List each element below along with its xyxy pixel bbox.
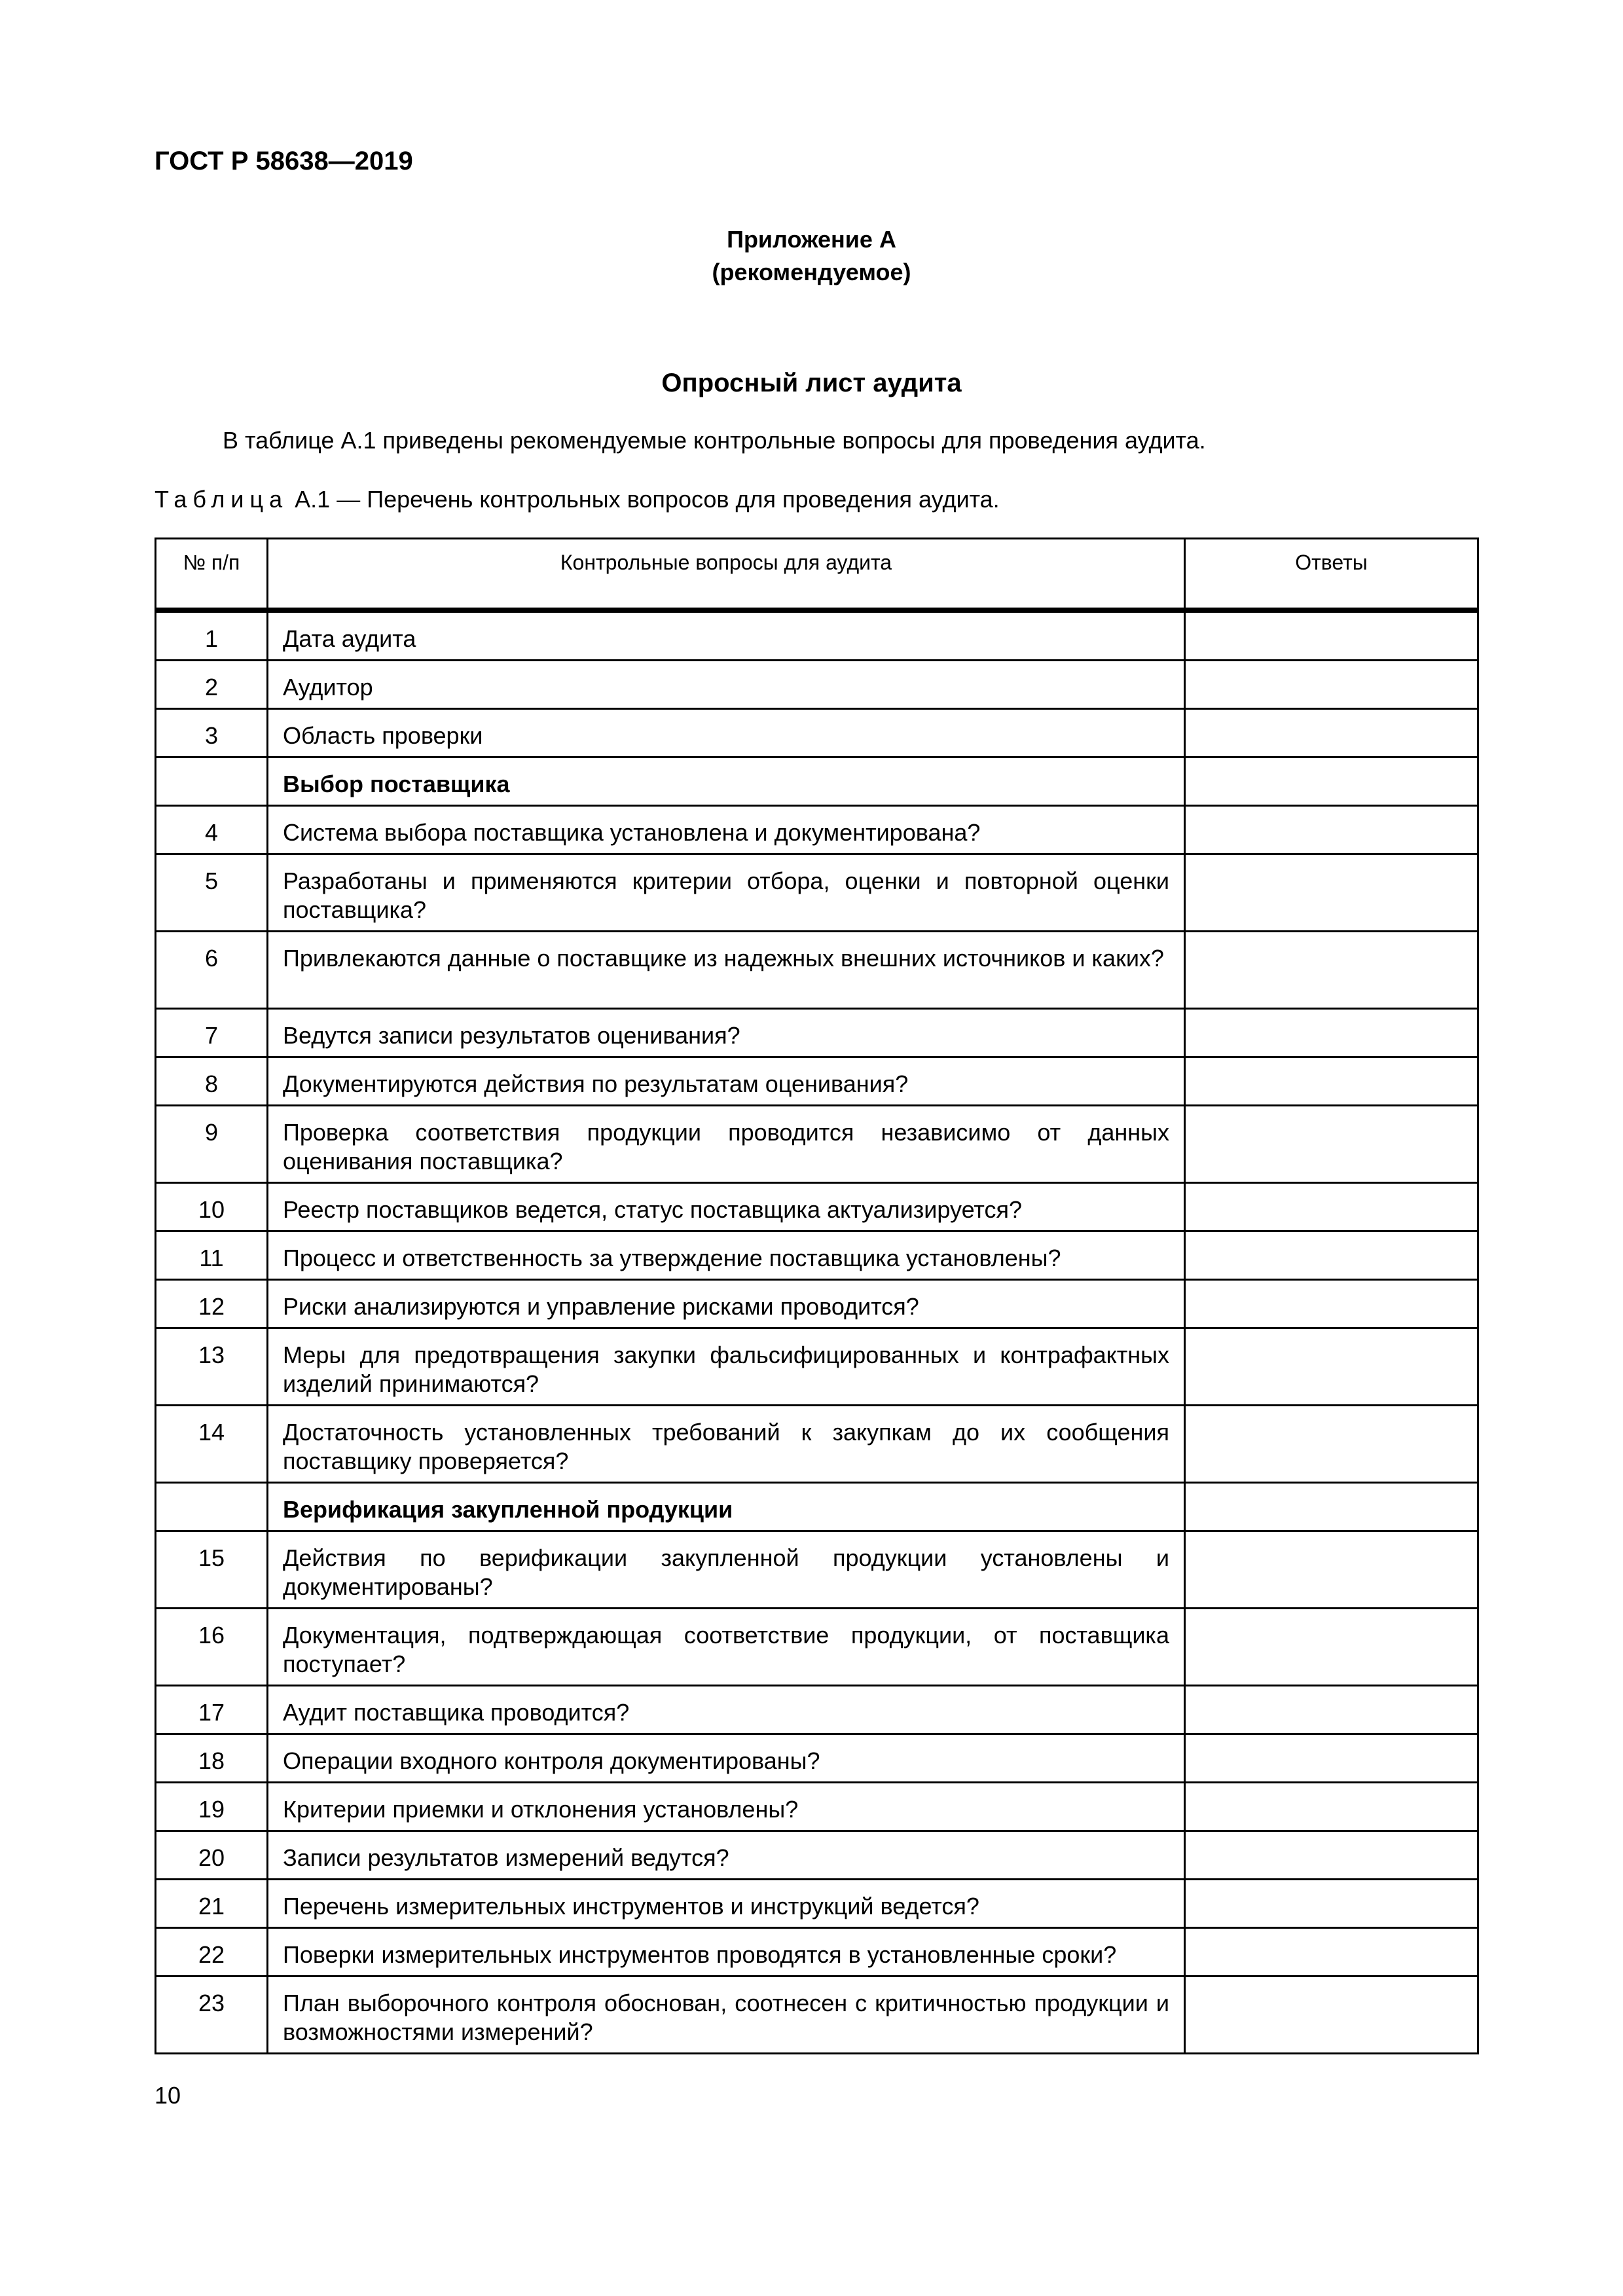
answer-cell[interactable] [1185,1783,1478,1831]
answer-cell[interactable] [1185,1686,1478,1734]
question-text: Ведутся записи результатов оценивания? [268,1009,1185,1057]
answer-cell[interactable] [1185,1009,1478,1057]
standard-designation: ГОСТ Р 58638—2019 [155,147,413,175]
question-text: Реестр поставщиков ведется, статус поставщика актуализируется? [268,1183,1185,1231]
table-row [156,1880,1478,1928]
table-row [156,1231,1478,1280]
question-text: Меры для предотвращения закупки фальсифицированных и контрафактных изделий принимаются? [268,1328,1185,1406]
row-number: 3 [156,709,268,757]
answer-cell[interactable] [1185,1106,1478,1183]
header-num: № п/п [156,539,268,611]
question-text: Поверки измерительных инструментов проводятся в установленные сроки? [268,1928,1185,1977]
row-number: 7 [156,1009,268,1057]
table-row [156,1406,1478,1483]
answer-cell[interactable] [1185,1057,1478,1106]
table-row [156,854,1478,932]
audit-questions-table [155,538,1479,2054]
question-text: Процесс и ответственность за утверждение поставщика установлены? [268,1231,1185,1280]
row-number: 19 [156,1783,268,1831]
question-text: Действия по верификации закупленной продукции установлены и документированы? [268,1531,1185,1609]
question-text: План выборочного контроля обоснован, соотнесен с критичностью продукции и возможностями измерений? [268,1977,1185,2054]
table-row [156,1009,1478,1057]
table-row [156,1531,1478,1609]
appendix-subtitle: (рекомендуемое) [712,259,911,285]
answer-cell[interactable] [1185,1328,1478,1406]
answer-cell[interactable] [1185,610,1478,661]
row-number: 11 [156,1231,268,1280]
row-number: 6 [156,932,268,1009]
answer-cell[interactable] [1185,709,1478,757]
answer-cell[interactable] [1185,1880,1478,1928]
row-number: 22 [156,1928,268,1977]
row-number: 2 [156,661,268,709]
row-number: 17 [156,1686,268,1734]
answer-cell[interactable] [1185,806,1478,854]
answer-cell[interactable] [1185,932,1478,1009]
row-number: 8 [156,1057,268,1106]
table-row [156,1609,1478,1686]
table-row [156,709,1478,757]
question-text: Записи результатов измерений ведутся? [268,1831,1185,1880]
answer-cell[interactable] [1185,1928,1478,1977]
answer-cell[interactable] [1185,1483,1478,1531]
table-row [156,1928,1478,1977]
table-caption-label: Таблица [155,486,289,513]
answer-cell[interactable] [1185,757,1478,806]
row-number: 9 [156,1106,268,1183]
row-number: 1 [156,610,268,661]
question-text: Документируются действия по результатам оценивания? [268,1057,1185,1106]
row-number [156,757,268,806]
question-text: Критерии приемки и отклонения установлены? [268,1783,1185,1831]
question-text: Система выбора поставщика установлена и документирована? [268,806,1185,854]
section-title: Выбор поставщика [268,757,1185,806]
table-header-row [156,539,1478,611]
question-text: Область проверки [268,709,1185,757]
answer-cell[interactable] [1185,1531,1478,1609]
row-number: 16 [156,1609,268,1686]
answer-cell[interactable] [1185,1280,1478,1328]
question-text: Привлекаются данные о поставщике из надежных внешних источников и каких? [268,932,1185,1009]
row-number: 14 [156,1406,268,1483]
answer-cell[interactable] [1185,1406,1478,1483]
intro-paragraph: В таблице А.1 приведены рекомендуемые контрольные вопросы для проведения аудита. [223,427,1206,454]
row-number: 18 [156,1734,268,1783]
question-text: Разработаны и применяются критерии отбора, оценки и повторной оценки поставщика? [268,854,1185,932]
question-text: Риски анализируются и управление рисками проводится? [268,1280,1185,1328]
row-number: 4 [156,806,268,854]
question-text: Операции входного контроля документированы? [268,1734,1185,1783]
table-row [156,1734,1478,1783]
table-row [156,1831,1478,1880]
table-row [156,1977,1478,2054]
table-row [156,1328,1478,1406]
table-row [156,1057,1478,1106]
section-title: Верификация закупленной продукции [268,1483,1185,1531]
answer-cell[interactable] [1185,1183,1478,1231]
table-row [156,1686,1478,1734]
document-title: Опросный лист аудита [661,369,962,397]
header-answer: Ответы [1185,539,1478,611]
row-number: 23 [156,1977,268,2054]
row-number: 10 [156,1183,268,1231]
row-number: 15 [156,1531,268,1609]
section-row [156,1483,1478,1531]
table-row [156,661,1478,709]
table-row [156,1183,1478,1231]
question-text: Аудит поставщика проводится? [268,1686,1185,1734]
row-number: 12 [156,1280,268,1328]
row-number: 21 [156,1880,268,1928]
section-row [156,757,1478,806]
row-number [156,1483,268,1531]
answer-cell[interactable] [1185,1231,1478,1280]
header-question: Контрольные вопросы для аудита [268,539,1185,611]
table-row [156,1106,1478,1183]
answer-cell[interactable] [1185,661,1478,709]
question-text: Перечень измерительных инструментов и инструкций ведется? [268,1880,1185,1928]
table-caption-text: А.1 — Перечень контрольных вопросов для проведения аудита. [295,486,1000,513]
answer-cell[interactable] [1185,854,1478,932]
question-text: Документация, подтверждающая соответствие продукции, от поставщика поступает? [268,1609,1185,1686]
table-caption [155,486,1000,513]
question-text: Аудитор [268,661,1185,709]
answer-cell[interactable] [1185,1734,1478,1783]
question-text: Достаточность установленных требований к закупкам до их сообщения поставщику проверяется? [268,1406,1185,1483]
table-row [156,806,1478,854]
table-row [156,1783,1478,1831]
question-text: Дата аудита [268,610,1185,661]
appendix-title: Приложение А [727,226,896,253]
table-row [156,932,1478,1009]
page-number: 10 [155,2082,181,2109]
question-text: Проверка соответствия продукции проводится независимо от данных оценивания поставщика? [268,1106,1185,1183]
row-number: 13 [156,1328,268,1406]
row-number: 5 [156,854,268,932]
row-number: 20 [156,1831,268,1880]
answer-cell[interactable] [1185,1609,1478,1686]
answer-cell[interactable] [1185,1977,1478,2054]
table-row [156,610,1478,661]
answer-cell[interactable] [1185,1831,1478,1880]
table-row [156,1280,1478,1328]
